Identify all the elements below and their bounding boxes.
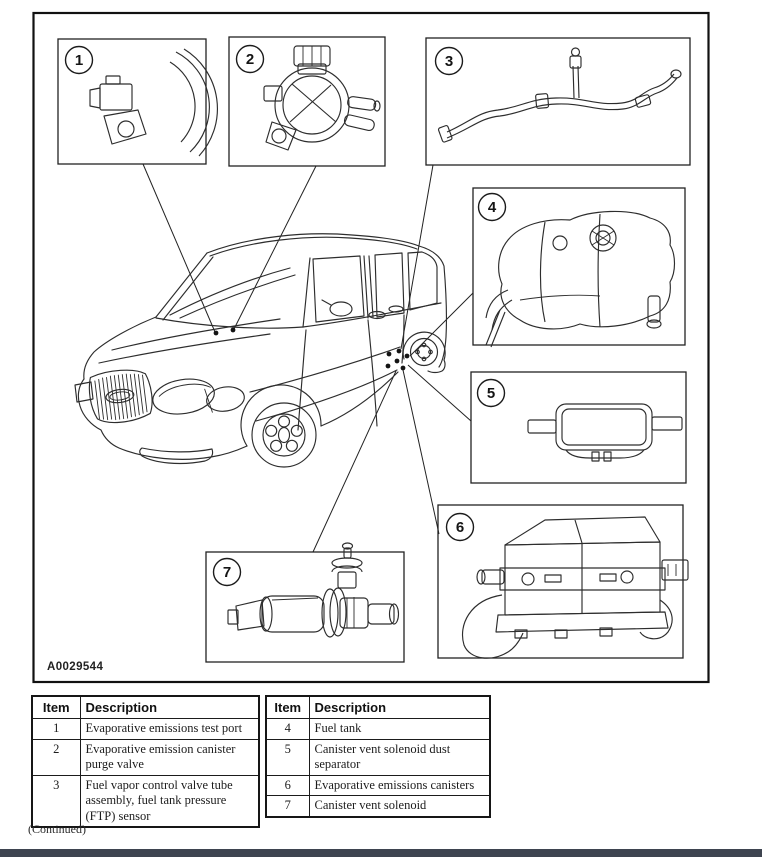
callout-4 [479,194,506,221]
callout-3 [436,48,463,75]
legend-item-number: 7 [266,796,309,817]
legend-item-number: 5 [266,739,309,775]
callout-6-number: 6 [455,519,465,536]
callout-5-number: 5 [486,385,496,402]
legend-item-description: Evaporative emissions canisters [309,775,490,796]
legend-row-1 [32,719,259,740]
legend-item-number: 2 [32,739,80,775]
callout-2 [237,46,264,73]
callout-4-number: 4 [487,199,497,216]
legend-header-row [266,696,490,719]
vent-solenoid-illustration [228,543,399,637]
dust-separator-illustration [528,404,682,461]
canister-hose [463,595,523,658]
legend-table-right [265,695,491,818]
legend-row-7 [266,796,490,817]
legend-row-2 [32,739,259,775]
vapor-tube-assembly-illustration [438,48,681,143]
location-dots [214,328,410,371]
callout-2-number: 2 [245,51,255,68]
side-mirror [330,302,352,316]
vehicle-illustration [75,234,446,467]
description-column-header: Description [309,696,490,719]
legend-row-6 [266,775,490,796]
legend-item-description: Fuel vapor control valve tube assembly, fuel tank pressure (FTP) sensor [80,775,259,827]
callout-3-number: 3 [444,53,454,70]
legend-item-description: Canister vent solenoid [309,796,490,817]
evap-canisters-illustration [463,517,688,658]
item-column-header: Item [32,696,80,719]
test-port-illustration [90,49,217,156]
fuel-tank-illustration [486,211,675,347]
legend-item-number: 4 [266,719,309,740]
leader-line-2 [234,166,316,329]
legend-item-number: 3 [32,775,80,827]
callout-5 [478,380,505,407]
leader-line-3 [401,165,433,349]
leader-line-6 [403,370,439,534]
callout-1-number: 1 [74,52,84,69]
legend-item-description: Evaporative emission canister purge valve [80,739,259,775]
filler-neck [648,296,660,322]
continued-label: (Continued) [28,822,86,836]
legend-table-left [31,695,260,828]
leader-line-7 [313,371,396,552]
grille [87,367,154,426]
legend-item-description: Evaporative emissions test port [80,719,259,740]
legend-row-3 [32,775,259,827]
figure-id: A0029544 [47,661,104,673]
legend-header-row [32,696,259,719]
callout-6 [447,514,474,541]
legend-row-5 [266,739,490,775]
headlights [150,370,246,422]
ftp-sensor-tip [572,48,580,56]
item-column-header: Item [266,696,309,719]
bottom-bar [0,849,762,857]
callout-7 [214,559,241,586]
canister-purge-valve-illustration [264,46,380,150]
leader-line-4 [410,293,473,356]
legend-item-description: Canister vent solenoid dust separator [309,739,490,775]
description-column-header: Description [80,696,259,719]
leader-line-5 [408,365,471,421]
canister-connector [662,560,688,580]
legend-item-number: 6 [266,775,309,796]
legend-row-4 [266,719,490,740]
legend-item-number: 1 [32,719,80,740]
legend-item-description: Fuel tank [309,719,490,740]
callout-7-number: 7 [222,564,232,581]
callout-1 [66,47,93,74]
